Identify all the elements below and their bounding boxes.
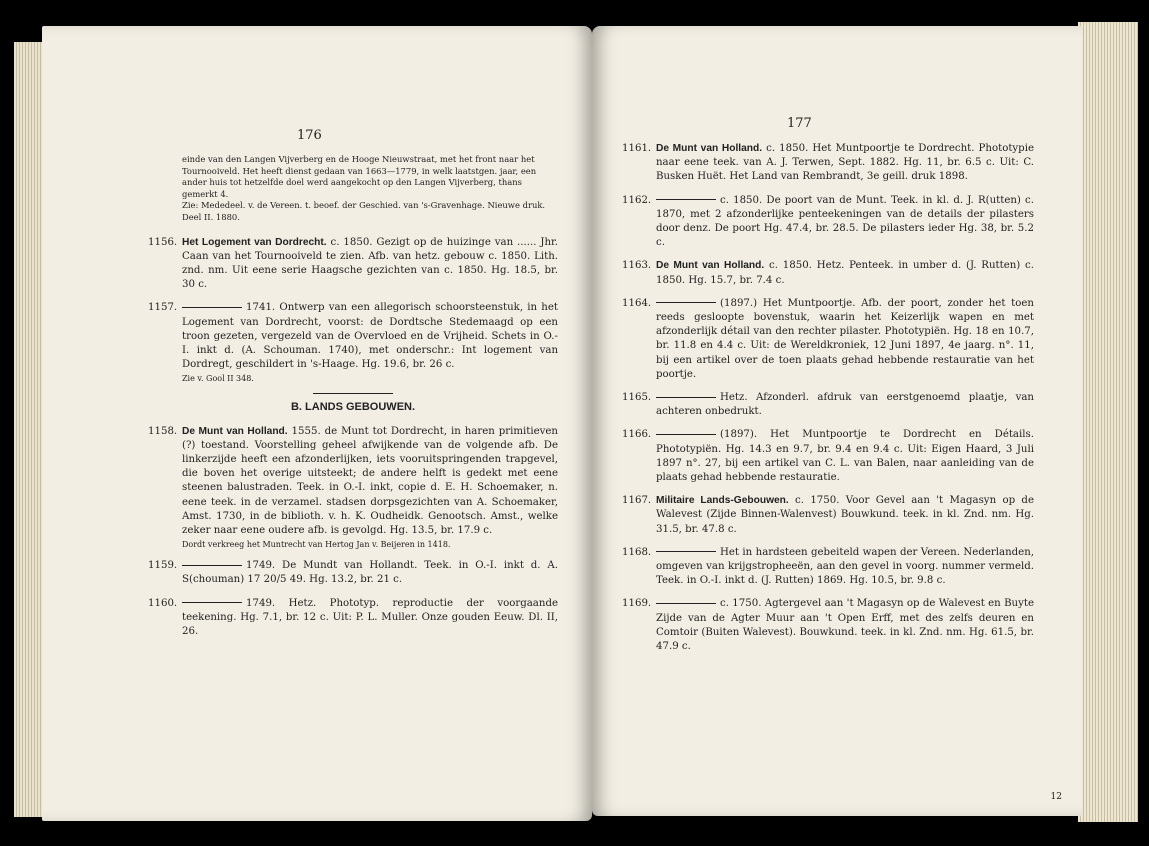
entry-number: 1160. [148,597,178,609]
left-page [42,26,592,821]
entry-text: c. 1750. Agtergevel aan 't Magasyn op de Walevest en Buyte Zijde van de Agter Muur aan 't Open Erff, met des zelfs deuren en Comtoir (Buiten Walevest). Bouwkund. teek. in kl. Znd. nm. Hg. 61.5, br. 47.9 c. [656,598,1034,653]
entries-list [148,236,558,385]
divider [313,393,393,394]
repeat-dash [656,199,716,200]
entry-number: 1156. [148,236,178,248]
entry-text: 1749. De Mundt van Hollandt. Teek. in O.-I. inkt d. A. S(chouman) 17 20/5 49. Hg. 13.2, br. 21 c. [182,560,558,586]
left-page-content [148,154,558,648]
entry-number: 1164. [622,297,652,309]
section-title: B. LANDS GEBOUWEN. [290,401,416,414]
entry-text: c. 1750. Voor Gevel aan 't Magasyn op de Walevest (Zijde Binnen-Walenvest) Bouwkund. teek. in kl. Znd. nm. Hg. 31.5, br. 47.8 c. [656,495,1034,535]
entry-text: 1741. Ontwerp van een allegorisch schoorsteenstuk, in het Logement van Dordrecht, voorst: de Dordtsche Stedemaagd op een troon gezeten, vergezeld van de Overvloed en de Vrijheid. Schets in O.-I. inkt d. (A. Schouman. 1740), met onderschr.: Int logement van Dordregt, geschildert in 's-Haage. Hg. 19.6, br. 26 c. [182,302,558,371]
entry-text: Het in hardsteen gebeiteld wapen der Vereen. Nederlanden, omgeven van krijgstropheeën, aan den gevel in voorg. nummer vermeld. Teek. in O.-I. inkt d. (J. Rutten) 1869. Hg. 10.5, br. 9.8 c. [656,546,1034,587]
entry-number: 1169. [622,598,652,610]
right-page [592,26,1082,816]
entry-text: 1749. Hetz. Phototyp. reproductie der voorgaande teekening. Hg. 7.1, br. 12 c. Uit: P. L. Muller. Onze gouden Eeuw. Dl. II, 26. [182,597,558,638]
entry-number: 1159. [148,560,178,572]
catalog-entry [622,597,1034,654]
entry-number: 1162. [622,194,652,206]
entry-text: (1897.) Het Muntpoortje. Afb. der poort, zonder het toen reeds gesloopte bovenstuk, waarin het Keizerlijk wapen en met afzonderlijk détail van den rechter pilaster. Phototypiën. Hg. 18 en 10.7, br. 11.8 en 4.4 c. Uit: de Wereldkroniek, 12 Juni 1897, 4e jaarg. n°. 11, bij een artikel over de toen plaats gehad hebbende restauratie van het poortje. [656,297,1034,380]
entry-title: De Munt van Holland. [656,143,763,154]
page-edges-left [14,42,44,817]
repeat-dash [656,397,716,398]
entry-title: De Munt van Holland. [182,425,288,437]
page-edges-right [1078,22,1138,822]
entry-number: 1166. [622,429,652,441]
entry-number: 1157. [148,302,178,314]
intro-note: Zie: Mededeel. v. de Vereen. t. beoef. der Geschied. van 's-Gravenhage. Nieuwe druk. Deel II. 1880. [182,200,546,222]
page-number: 177 [787,116,812,131]
catalog-entry [622,546,1034,589]
entry-number: 1165. [622,392,652,404]
intro-text [148,154,558,224]
catalog-entry [148,425,558,551]
entry-text: c. 1850. De poort van de Munt. Teek. in kl. d. J. R(utten) c. 1870, met 2 afzonderlijke penteekeningen van de details der pilasters door denz. De poort Hg. 47.4, br. 28.5. De pilasters ieder Hg. 38, br. 5.2 c. [656,194,1034,249]
catalog-entry [622,428,1034,485]
entry-number: 1158. [148,425,178,437]
entries-list [148,425,558,640]
repeat-dash [656,302,716,303]
entry-text: Hetz. Afzonderl. afdruk van eerstgenoemd plaatje, van achteren onbedrukt. [656,392,1034,418]
entry-number: 1161. [622,143,652,154]
catalog-entry [148,301,558,384]
catalog-entry [148,597,558,640]
catalog-entry [622,391,1034,419]
entry-title: Militaire Lands-Gebouwen. [656,495,789,507]
repeat-dash [656,551,716,552]
repeat-dash [182,307,242,308]
right-page-content [622,142,1034,663]
catalog-entry [622,259,1034,287]
entry-text: c. 1850. Het Muntpoortje te Dordrecht. Phototypie naar eene teek. van A. J. Terwen, Sept. 1882. Hg. 11, br. 6.5 c. Uit: C. Busken Huët. Het Land van Rembrandt, 3e geill. druk 1898. [656,143,1034,183]
catalog-entry [622,297,1034,382]
entry-note: Zie v. Gool II 348. [182,374,254,384]
entry-text: c. 1850. Hetz. Penteek. in umber d. (J. Rutten) c. 1850. Hg. 15.7, br. 7.4 c. [656,260,1034,286]
intro-paragraph: einde van den Langen Vijverberg en de Hooge Nieuwstraat, met het front naar het Tournooiveld. Het heeft dienst gedaan van 1663—1779, in welk laatstgen. jaar, een ander huis tot hetzelfde doel werd aangekocht op den Langen Vijverberg, thans gemerkt 4. [182,154,537,199]
entries-list [622,142,1034,654]
entry-number: 1163. [622,260,652,272]
catalog-entry [622,194,1034,251]
entry-text: 1555. de Munt tot Dordrecht, in haren primitieven (?) toestand. Voorstelling geheel afwijkende van de volgende afb. De linkerzijde heeft een afzonderlijken, iets vooruitspringenden trapgevel, die boven het overige uitsteekt; de andere helft is gedekt met eene steenen balustraden. Teek. in O.-I. inkt, copie d. E. H. Schoemaker, n. eene teek. in de verzamel. stadsen dorpsgezichten van A. Schoemaker, Amst. 1730, in de biblioth. v. h. K. Oudheidk. Genootsch. Amst., welke zeker naar eene oudere afb. is gevolgd. Hg. 13.5, br. 17.9 c. [182,425,558,537]
catalog-entry [148,559,558,587]
entry-text: c. 1850. Gezigt op de huizinge van ...... Jhr. Caan van het Tournooiveld te zien. Afb. van hetz. gebouw c. 1850. Lith. znd. nm. Uit eene serie Haagsche gezichten van c. 1850. Hg. 18.5, br. 30 c. [182,236,558,291]
open-book [14,12,1138,838]
entry-number: 1167. [622,495,652,507]
page-number: 176 [297,128,322,143]
entry-text: (1897). Het Muntpoortje te Dordrecht en Détails. Phototypiën. Hg. 14.3 en 9.7, br. 9.4 en 9.4 c. Uit: Eigen Haard, 3 Juli 1897 n°. 27, bij een artikel van C. L. van Balen, naar aanleiding van de plaats gehad hebbende restauratie. [656,429,1034,484]
entry-note: Dordt verkreeg het Muntrecht van Hertog Jan v. Beijeren in 1418. [182,540,451,550]
entry-title: De Munt van Holland. [656,260,765,272]
catalog-entry [622,494,1034,537]
entry-title: Het Logement van Dordrecht. [182,236,327,248]
repeat-dash [182,602,242,603]
repeat-dash [656,603,716,604]
signature-mark: 12 [1050,792,1062,802]
entry-number: 1168. [622,546,652,558]
repeat-dash [656,434,716,435]
catalog-entry [148,236,558,293]
repeat-dash [182,565,242,566]
catalog-entry [622,142,1034,185]
